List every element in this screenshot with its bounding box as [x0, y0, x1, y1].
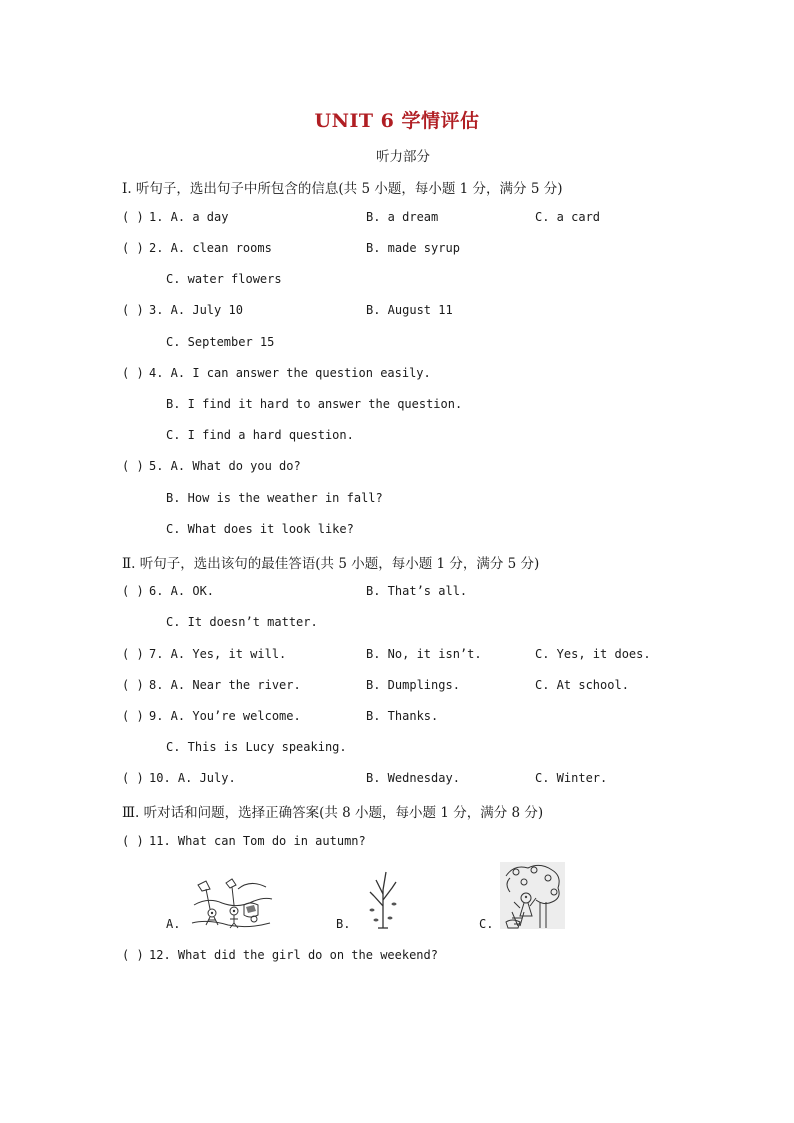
question-3-option-b: B. August 11	[366, 303, 453, 317]
question-10-option-b: B. Wednesday.	[366, 771, 460, 785]
question-11-text: 11. What can Tom do in autumn?	[149, 834, 366, 848]
answer-bracket[interactable]: ( )	[122, 834, 144, 848]
answer-bracket[interactable]: ( )	[122, 584, 144, 598]
question-3-option-a: 3. A. July 10	[149, 303, 243, 317]
answer-bracket[interactable]: ( )	[122, 771, 144, 785]
question-5-option-c: C. What does it look like?	[166, 522, 354, 536]
question-4-option-c: C. I find a hard question.	[166, 428, 354, 442]
question-9-option-a: 9. A. You’re welcome.	[149, 709, 301, 723]
section-2-heading: Ⅱ. 听句子，选出该句的最佳答语(共 5 小题，每小题 1 分，满分 5 分)	[122, 556, 540, 572]
answer-bracket[interactable]: ( )	[122, 303, 144, 317]
children-playing-kites-picture[interactable]	[188, 875, 274, 929]
answer-bracket[interactable]: ( )	[122, 366, 144, 380]
question-4-option-b: B. I find it hard to answer the question.	[166, 397, 463, 411]
picture-option-b-label: B.	[336, 917, 351, 931]
question-12-text: 12. What did the girl do on the weekend?	[149, 948, 438, 962]
question-10-option-c: C. Winter.	[535, 771, 608, 785]
question-7-option-b: B. No, it isn’t.	[366, 647, 482, 661]
picture-option-a-label: A.	[166, 917, 181, 931]
question-5-option-b: B. How is the weather in fall?	[166, 491, 383, 505]
question-6-option-b: B. That’s all.	[366, 584, 468, 598]
question-9-option-b: B. Thanks.	[366, 709, 439, 723]
answer-bracket[interactable]: ( )	[122, 678, 144, 692]
section-3-heading: Ⅲ. 听对话和问题，选择正确答案(共 8 小题，每小题 1 分，满分 8 分)	[122, 805, 544, 821]
question-1-option-c: C. a card	[535, 210, 601, 224]
answer-bracket[interactable]: ( )	[122, 647, 144, 661]
bare-tree-falling-leaves-picture[interactable]	[364, 866, 402, 930]
question-6-option-a: 6. A. OK.	[149, 584, 215, 598]
child-picking-apples-picture[interactable]	[500, 862, 565, 929]
answer-bracket[interactable]: ( )	[122, 210, 144, 224]
section-1-heading: Ⅰ. 听句子，选出句子中所包含的信息(共 5 小题，每小题 1 分，满分 5 分)	[122, 181, 563, 197]
picture-option-c-label: C.	[479, 917, 494, 931]
question-3-option-c: C. September 15	[166, 335, 275, 349]
question-8-option-a: 8. A. Near the river.	[149, 678, 301, 692]
page-title: UNIT 6 学情评估	[314, 110, 480, 132]
answer-bracket[interactable]: ( )	[122, 459, 144, 473]
question-2-option-a: 2. A. clean rooms	[149, 241, 272, 255]
section-subtitle: 听力部分	[376, 149, 430, 165]
question-5-option-a: 5. A. What do you do?	[149, 459, 301, 473]
question-9-option-c: C. This is Lucy speaking.	[166, 740, 347, 754]
answer-bracket[interactable]: ( )	[122, 241, 144, 255]
question-2-option-b: B. made syrup	[366, 241, 460, 255]
question-1-option-a: 1. A. a day	[149, 210, 229, 224]
answer-bracket[interactable]: ( )	[122, 948, 144, 962]
question-6-option-c: C. It doesn’t matter.	[166, 615, 318, 629]
question-7-option-a: 7. A. Yes, it will.	[149, 647, 287, 661]
question-8-option-c: C. At school.	[535, 678, 629, 692]
question-2-option-c: C. water flowers	[166, 272, 282, 286]
answer-bracket[interactable]: ( )	[122, 709, 144, 723]
question-8-option-b: B. Dumplings.	[366, 678, 460, 692]
question-1-option-b: B. a dream	[366, 210, 439, 224]
question-10-option-a: 10. A. July.	[149, 771, 236, 785]
question-4-option-a: 4. A. I can answer the question easily.	[149, 366, 431, 380]
question-7-option-c: C. Yes, it does.	[535, 647, 651, 661]
